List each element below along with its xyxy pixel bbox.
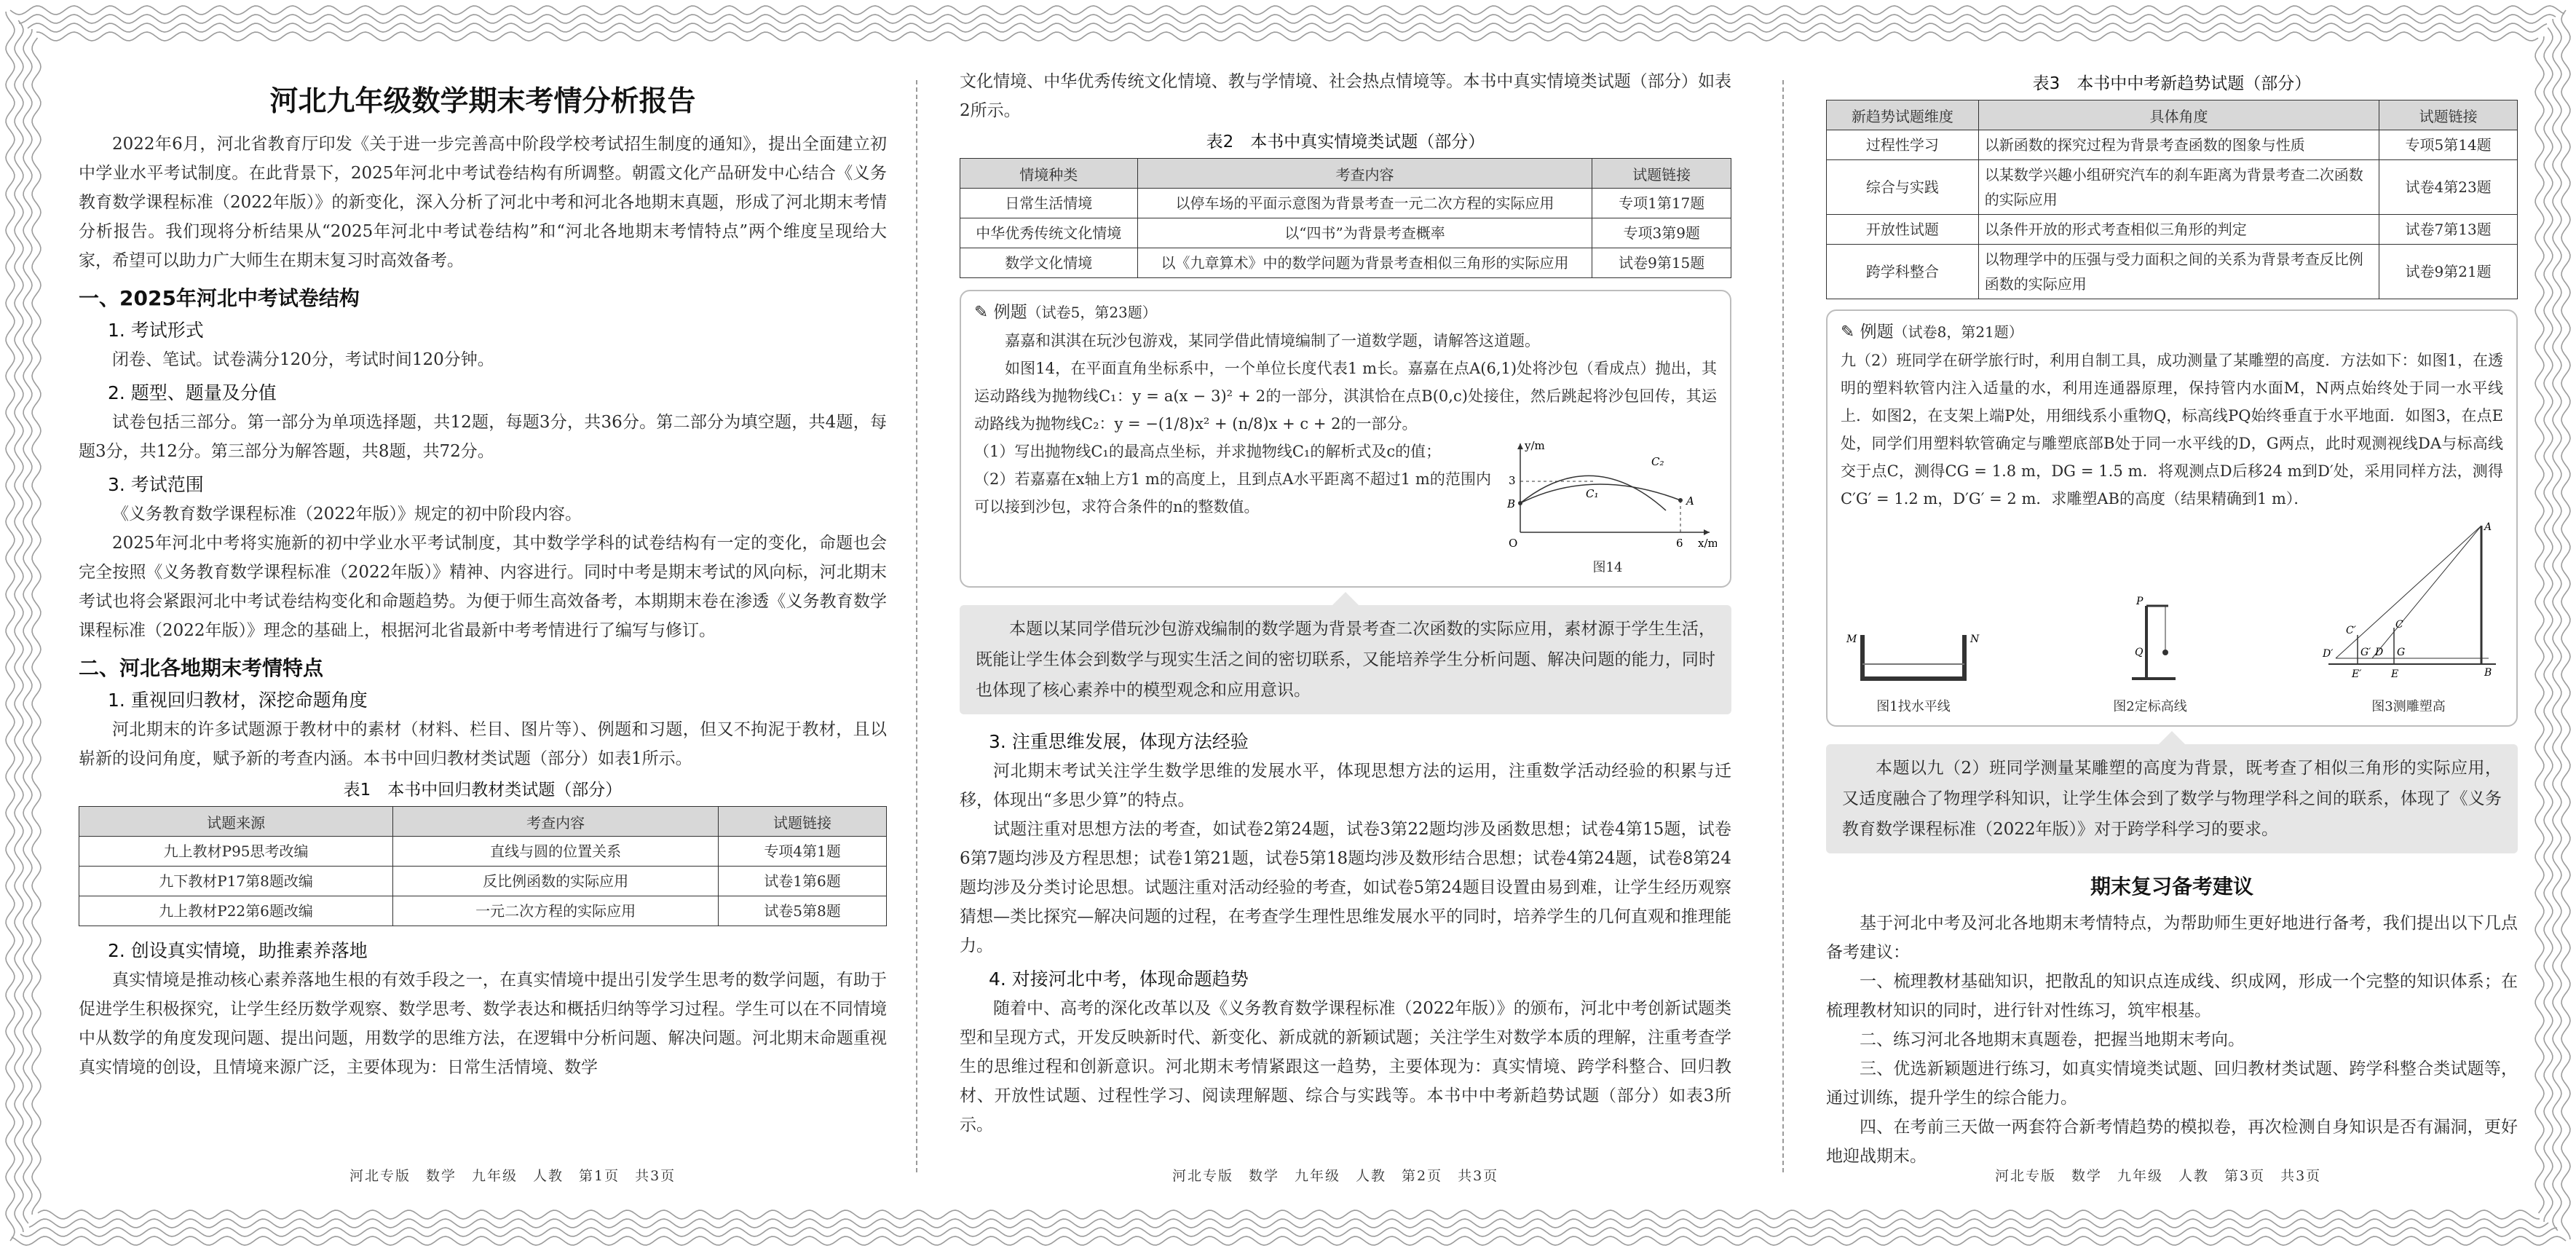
example-box [1826,309,2518,727]
point-label: G [2397,647,2406,658]
table-row [960,248,1731,278]
example-label: 例题 [993,303,1027,322]
subsection-heading: 3. 考试范围 [108,474,204,495]
paragraph: 闭卷、笔试。试卷满分120分，考试时间120分钟。 [112,350,494,369]
figure-caption: 图14 [1592,560,1623,575]
table-cell: 数学文化情境 [960,248,1138,278]
table-row [1827,215,2518,245]
table-header-cell: 试题链接 [2379,100,2518,130]
example-text: 嘉嘉和淇淇在玩沙包游戏，某同学借此情境编制了一道数学题，请解答这道题。 [1005,332,1540,350]
paragraph: 试卷包括三部分。第一部分为单项选择题，共12题，每题3分，共36分。第二部分为填空题，共4题，每题3分，共12分。第三部分为解答题，共8题，共72分。 [79,413,887,461]
example-icon: ✎ [1841,323,1855,342]
subsection-heading: 2. 创设真实情境，助推素养落地 [108,940,368,961]
figure-2 [2095,591,2205,715]
y-axis-label: y/m [1525,439,1545,452]
example-question: （1）写出抛物线C₁的最高点坐标，并求抛物线C₁的解析式及c的值； [974,443,1442,460]
subsection-heading: 1. 重视回归教材，深挖命题角度 [108,690,368,711]
point-label: G′ [2360,647,2371,658]
x-axis-label: x/m [1698,537,1717,550]
table-cell: 试卷7第13题 [2379,215,2518,245]
table-cell: 跨学科整合 [1827,245,1979,299]
example-source: （试卷5，第23题） [1027,304,1157,321]
subsection-heading: 2. 题型、题量及分值 [108,382,277,403]
subsection-heading: 1. 考试形式 [108,320,204,341]
table-row [960,189,1731,218]
point-label: A [2484,521,2492,533]
example-question: （2）若嘉嘉在x轴上方1 m的高度上，且到点A水平距离不超过1 m的范围内可以接到沙包，求符合条件的n的整数值。 [974,470,1491,516]
point-label: D [2375,647,2384,658]
paragraph: 随着中、高考的深化改革以及《义务教育数学课程标准（2022年版）》的颁布，河北中考创新试题类型和呈现方式，开发反映新时代、新变化、新成就的新颖试题；关注学生对数学本质的理解，注重考查学生的思维过程和创新意识。河北期末考情紧跟这一趋势，主要体现为：真实情境、跨学科整合、回归教材、开放性试题、过程性学习、阅读理解题、综合与实践等。本书中中考新趋势试题（部分）如表3所示。 [960,999,1731,1134]
example-source: （试卷8，第21题） [1893,323,2023,341]
point-label: C′ [2346,625,2356,636]
advice-item: 四、在考前三天做一两套符合新考情趋势的模拟卷，再次检测自身知识是否有漏洞，更好地迎战期末。 [1826,1118,2518,1166]
page-footer: 河北专版 数学 九年级 人教 第1页 共3页 [349,1168,676,1184]
example-label: 例题 [1860,323,1894,342]
table-cell: 日常生活情境 [960,189,1138,218]
table-cell: 试卷9第21题 [2379,245,2518,299]
comment-text: 本题以九（2）班同学测量某雕塑的高度为背景，既考查了相似三角形的实际应用，又适度融合了物理学科知识，让学生体会到了数学与物理学科之间的联系，体现了《义务教育数学课程标准（2022年版）》对于跨学科学习的要求。 [1842,759,2502,839]
paragraph: 基于河北中考及河北各地期末考情特点，为帮助师生更好地进行备考，我们提出以下几点备考建议： [1826,914,2518,962]
point-label: E [2391,668,2399,680]
intro-paragraph: 2022年6月，河北省教育厅印发《关于进一步完善高中阶段学校考试招生制度的通知》，提出全面建立初中学业水平考试制度。在此背景下，2025年河北中考试卷结构有所调整。朝霞文化产品研发中心结合《义务教育数学课程标准（2022年版）》的新变化，深入分析了河北中考和河北各地期末真题，形成了河北期末考情分析报告。我们现将分析结果从“2025年河北中考试卷结构”和“河北各地期末考情特点”两个维度呈现给大家，希望可以助力广大师生在期末复习时高效备考。 [79,135,887,270]
figure-3 [2314,518,2503,715]
point-label: B [1507,497,1516,510]
point-label: Q [2135,647,2144,658]
page-2-column [960,67,1731,1159]
table-cell: 试卷1第6题 [719,867,887,896]
paragraph: 2025年河北中考将实施新的初中学业水平考试制度，其中数学学科的试卷结构有一定的变化，命题也会完全按照《义务教育数学课程标准（2022年版）》精神、内容进行。同时中考是期末考试的风向标，河北期末考试也将会紧跟河北中考试卷结构变化和命题趋势。为便于师生高效备考，本期期末卷在渗透《义务教育数学课程标准（2022年版）》理念的基础上，根据河北省最新中考考情进行了编写与修订。 [79,534,887,640]
example-text: 如图14，在平面直角坐标系中，一个单位长度代表1 m长。嘉嘉在点A(6,1)处将沙包（看成点）抛出，其运动路线为抛物线C₁：y = a(x − 3)² + 2的一部分，淇淇恰在点B(0,c)处接住，然后跳起将沙包回传，其运动路线为抛物线C₂：y = −(1/8)x² + (n/8)x + c + 2的一部分。 [974,360,1717,433]
table-cell: 反比例函数的实际应用 [393,867,719,896]
paragraph: 《义务教育数学课程标准（2022年版）》规定的初中阶段内容。 [112,505,582,524]
section-heading: 二、河北各地期末考情特点 [79,656,324,680]
column-divider [916,80,917,1172]
table-header-cell: 考查内容 [393,807,719,837]
point-label: N [1970,634,1980,645]
table-cell: 九上教材P95思考改编 [79,837,393,867]
point-label: A [1686,494,1694,508]
page-footer: 河北专版 数学 九年级 人教 第2页 共3页 [1172,1168,1499,1184]
table-1 [79,806,887,926]
example-text: 九（2）班同学在研学旅行时，利用自制工具，成功测量了某雕塑的高度．方法如下：如图1，在透明的塑料软管内注入适量的水，利用连通器原理，保持管内水面M，N两点始终处于同一水平线上．如图2，在支架上端P处，用细线系小重物Q，标高线PQ始终垂直于水平地面．如图3，在点E处，同学们用塑料软管确定与雕塑底部B处于同一水平线的D，G两点，此时观测视线DA与标高线交于点C，测得CG = 1.8 m，DG = 1.5 m．将观测点D后移24 m到D′处，采用同样方法，测得C′G′ = 1.2 m，D′G′ = 2 m．求雕塑AB的高度（结果精确到1 m）． [1841,352,2503,508]
table-row [1827,160,2518,215]
origin-label: O [1509,537,1518,550]
paragraph: 试题注重对思想方法的考查，如试卷2第24题，试卷3第22题均涉及函数思想；试卷4第15题，试卷6第7题均涉及方程思想；试卷1第21题，试卷5第18题均涉及数形结合思想；试卷4第24题，试卷8第24题均涉及分类讨论思想。试题注重对活动经验的考查，如试卷5第24题目设置由易到难，让学生经历观察猜想—类比探究—解决问题的过程，在考查学生理性思维发展水平的同时，培养学生的几何直观和推理能力。 [960,820,1731,955]
table-cell: 试卷9第15题 [1592,248,1731,278]
table-caption: 表2 本书中真实情境类试题（部分） [1206,133,1485,151]
table-cell: 过程性学习 [1827,130,1979,160]
table-cell: 试卷4第23题 [2379,160,2518,215]
table-cell: 以物理学中的压强与受力面积之间的关系为背景考查反比例函数的实际应用 [1978,245,2379,299]
sculpture-figure [2314,518,2503,693]
table-header-cell: 试题链接 [1592,159,1731,189]
paragraph: 真实情境是推动核心素养落地生根的有效手段之一，在真实情境中提出引发学生思考的数学问题，有助于促进学生积极探究，让学生经历数学观察、数学思考、数学表达和概括归纳等学习过程。学生可以在不同情境中从数学的角度发现问题、提出问题，用数学的思维方法，在逻辑中分析问题、解决问题。河北期末命题重视真实情境的创设，且情境来源广泛，主要体现为：日常生活情境、数学 [79,971,887,1077]
example-heading [974,299,1717,323]
measurement-figures [1841,518,2503,715]
table-cell: 九下教材P17第8题改编 [79,867,393,896]
tick-label: 3 [1509,474,1516,487]
table-cell: 专项3第9题 [1592,218,1731,248]
section-heading: 一、2025年河北中考试卷结构 [79,286,360,310]
advice-item: 二、练习河北各地期末真题卷，把握当地期末考向。 [1860,1030,2245,1049]
table-row [1827,245,2518,299]
page-3-column [1826,67,2518,1166]
table-cell: 以某数学兴趣小组研究汽车的刹车距离为背景考查二次函数的实际应用 [1978,160,2379,215]
page-footer: 河北专版 数学 九年级 人教 第3页 共3页 [1995,1168,2322,1184]
page-1-column [79,67,887,1159]
stand-figure [2095,591,2205,693]
table-cell: 以新函数的探究过程为背景考查函数的图象与性质 [1978,130,2379,160]
document-title: 河北九年级数学期末考情分析报告 [269,85,696,118]
advice-item: 三、优选新颖题进行练习，如真实情境类试题、回归教材类试题、跨学科整合类试题等，通过训练，提升学生的综合能力。 [1826,1059,2518,1108]
tick-label: 6 [1676,537,1683,550]
table-row [79,867,887,896]
table-header-cell: 情境种类 [960,159,1138,189]
advice-item: 一、梳理教材基础知识，把散乱的知识点连成线、织成网，形成一个完整的知识体系；在梳理教材知识的同时，进行针对性练习，筑牢根基。 [1826,972,2518,1020]
table-cell: 直线与圆的位置关系 [393,837,719,867]
table-header-cell: 具体角度 [1978,100,2379,130]
figure-caption: 图1找水平线 [1876,699,1951,714]
point-label: D′ [2323,648,2334,660]
table-cell: 以条件开放的形式考查相似三角形的判定 [1978,215,2379,245]
example-box [960,290,1731,588]
paragraph: 文化情境、中华优秀传统文化情境、教与学情境、社会热点情境等。本书中真实情境类试题（部分）如表2所示。 [960,72,1731,120]
point-label: C [2395,619,2403,631]
table-row [79,896,887,926]
table-header-cell: 试题链接 [719,807,887,837]
parabola-figure [1498,438,1717,554]
curve-label: C₁ [1586,487,1599,500]
column-divider [1782,80,1784,1172]
table-row [960,218,1731,248]
point-label: M [1846,634,1857,645]
paragraph: 河北期末的许多试题源于教材中的素材（材料、栏目、图片等）、例题和习题，但又不拘泥于教材，且以崭新的设问角度，赋予新的考查内涵。本书中回归教材类试题（部分）如表1所示。 [79,720,887,768]
comment-text: 本题以某同学借玩沙包游戏编制的数学题为背景考查二次函数的实际应用，素材源于学生生活，既能让学生体会到数学与现实生活之间的密切联系，又能培养学生分析问题、解决问题的能力，同时也体现了核心素养中的模型观念和应用意识。 [976,620,1715,700]
table-header-cell: 试题来源 [79,807,393,837]
table-cell: 综合与实践 [1827,160,1979,215]
table-cell: 专项4第1题 [719,837,887,867]
table-cell: 一元二次方程的实际应用 [393,896,719,926]
subsection-heading: 3. 注重思维发展，体现方法经验 [989,731,1249,752]
curve-label: C₂ [1651,455,1664,468]
table-cell: 以“四书”为背景考查概率 [1137,218,1592,248]
advice-title: 期末复习备考建议 [2090,875,2253,899]
table-cell: 九上教材P22第6题改编 [79,896,393,926]
table-2 [960,158,1731,278]
subsection-heading: 4. 对接河北中考，体现命题趋势 [989,968,1249,990]
table-3 [1826,100,2518,299]
table-cell: 以停车场的平面示意图为背景考查一元二次方程的实际应用 [1137,189,1592,218]
table-cell: 以《九章算术》中的数学问题为背景考查相似三角形的实际应用 [1137,248,1592,278]
table-caption: 表3 本书中中考新趋势试题（部分） [2032,74,2312,93]
table-cell: 开放性试题 [1827,215,1979,245]
comment-box [960,605,1731,714]
point-label: P [2136,596,2144,607]
example-icon: ✎ [974,303,989,322]
table-cell: 专项5第14题 [2379,130,2518,160]
tube-figure [1841,613,1986,693]
figure-caption: 图3测雕塑高 [2371,699,2446,714]
table-header-cell: 新趋势试题维度 [1827,100,1979,130]
table-row [79,837,887,867]
table-row [1827,130,2518,160]
figure-1 [1841,613,1986,715]
table-header-cell: 考查内容 [1137,159,1592,189]
paragraph: 河北期末考试关注学生数学思维的发展水平，体现思想方法的运用，注重数学活动经验的积累与迁移，体现出“多思少算”的特点。 [960,762,1731,810]
figure-14 [1498,438,1717,576]
point-label: B [2484,667,2492,679]
figure-caption: 图2定标高线 [2113,699,2187,714]
table-caption: 表1 本书中回归教材类试题（部分） [343,781,623,800]
comment-box [1826,744,2518,853]
point-label: E′ [2352,668,2362,680]
table-cell: 专项1第17题 [1592,189,1731,218]
table-cell: 试卷5第8题 [719,896,887,926]
example-heading [1841,318,2503,342]
table-cell: 中华优秀传统文化情境 [960,218,1138,248]
